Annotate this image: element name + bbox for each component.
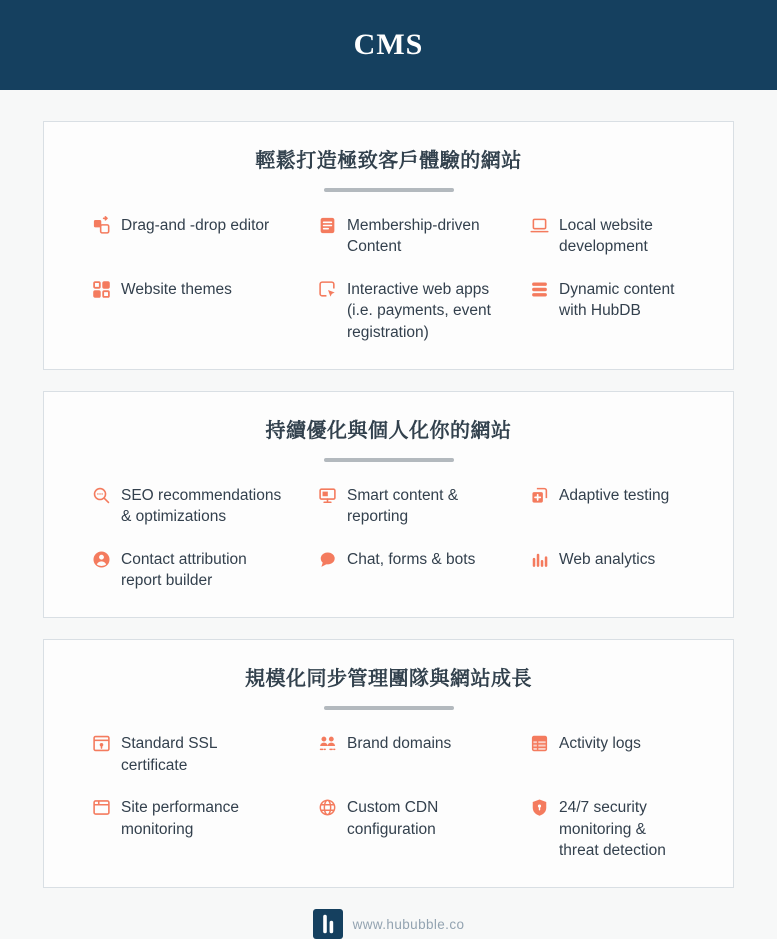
feature-item	[92, 733, 318, 776]
feature-item	[318, 215, 530, 258]
feature-item	[318, 733, 530, 776]
footer	[0, 909, 777, 939]
laptop-icon	[530, 216, 549, 235]
feature-item	[318, 279, 530, 343]
feature-label: Web analytics	[559, 550, 656, 568]
feature-label: Activity logs	[559, 735, 641, 753]
feature-label: Dynamic content with HubDB	[559, 280, 675, 320]
feature-item	[92, 485, 318, 528]
ssl-browser-icon	[92, 734, 111, 753]
feature-grid	[92, 733, 685, 861]
feature-item	[92, 549, 318, 592]
seo-search-icon	[92, 486, 111, 505]
feature-label: Brand domains	[347, 735, 452, 753]
drag-drop-icon	[92, 216, 111, 235]
feature-label: Membership-driven Content	[347, 217, 480, 256]
feature-label: Local website development	[559, 217, 653, 256]
header-banner	[0, 0, 777, 90]
heading-divider	[324, 458, 454, 462]
page-title: CMS	[353, 28, 424, 61]
section-heading: 規模化同步管理團隊與網站成長	[245, 668, 532, 691]
feature-label: Interactive web apps (i.e. payments, event registration)	[347, 280, 491, 341]
feature-item	[530, 797, 685, 861]
activity-table-icon	[530, 734, 549, 753]
feature-item	[318, 485, 530, 528]
footer-url: www.hububble.co	[352, 916, 465, 932]
section-heading: 持續優化與個人化你的網站	[265, 419, 512, 442]
feature-item	[530, 549, 685, 592]
feature-label: Smart content & reporting	[347, 486, 459, 526]
contact-person-icon	[92, 550, 111, 569]
feature-grid	[92, 485, 685, 592]
shield-icon	[530, 798, 549, 817]
content-area	[0, 90, 777, 939]
feature-label: Website themes	[121, 280, 232, 298]
hububble-logo	[313, 909, 343, 939]
themes-grid-icon	[92, 280, 111, 299]
stacked-bars-icon	[530, 280, 549, 299]
membership-doc-icon	[318, 216, 337, 235]
heading-divider	[324, 188, 454, 192]
feature-item	[530, 733, 685, 776]
feature-item	[318, 797, 530, 861]
feature-label: 24/7 security monitoring & threat detection	[559, 799, 666, 859]
feature-label: SEO recommendations & optimizations	[121, 486, 282, 526]
feature-item	[530, 279, 685, 343]
feature-item	[92, 215, 318, 258]
brand-users-icon	[318, 734, 337, 753]
feature-item	[92, 279, 318, 343]
heading-divider	[324, 706, 454, 710]
feature-grid	[92, 215, 685, 343]
feature-label: Custom CDN configuration	[347, 799, 439, 838]
feature-label: Site performance monitoring	[121, 799, 240, 838]
globe-icon	[318, 798, 337, 817]
feature-item	[92, 797, 318, 861]
feature-label: Standard SSL certificate	[121, 735, 217, 774]
bar-chart-icon	[530, 550, 549, 569]
section-heading: 輕鬆打造極致客戶體驗的網站	[255, 150, 522, 172]
feature-label: Contact attribution report builder	[121, 550, 247, 589]
section-card-optimize-personalize	[43, 391, 734, 619]
adaptive-testing-icon	[530, 486, 549, 505]
chat-bubble-icon	[318, 550, 337, 569]
browser-window-icon	[92, 798, 111, 817]
feature-item	[530, 215, 685, 258]
section-card-build-website	[43, 121, 734, 370]
feature-label: Drag-and -drop editor	[121, 217, 270, 234]
feature-item	[318, 549, 530, 592]
interactive-app-icon	[318, 280, 337, 299]
monitor-icon	[318, 486, 337, 505]
feature-label: Chat, forms & bots	[347, 550, 476, 568]
feature-item	[530, 485, 685, 528]
feature-label: Adaptive testing	[559, 486, 670, 504]
section-card-scale-manage	[43, 639, 734, 888]
